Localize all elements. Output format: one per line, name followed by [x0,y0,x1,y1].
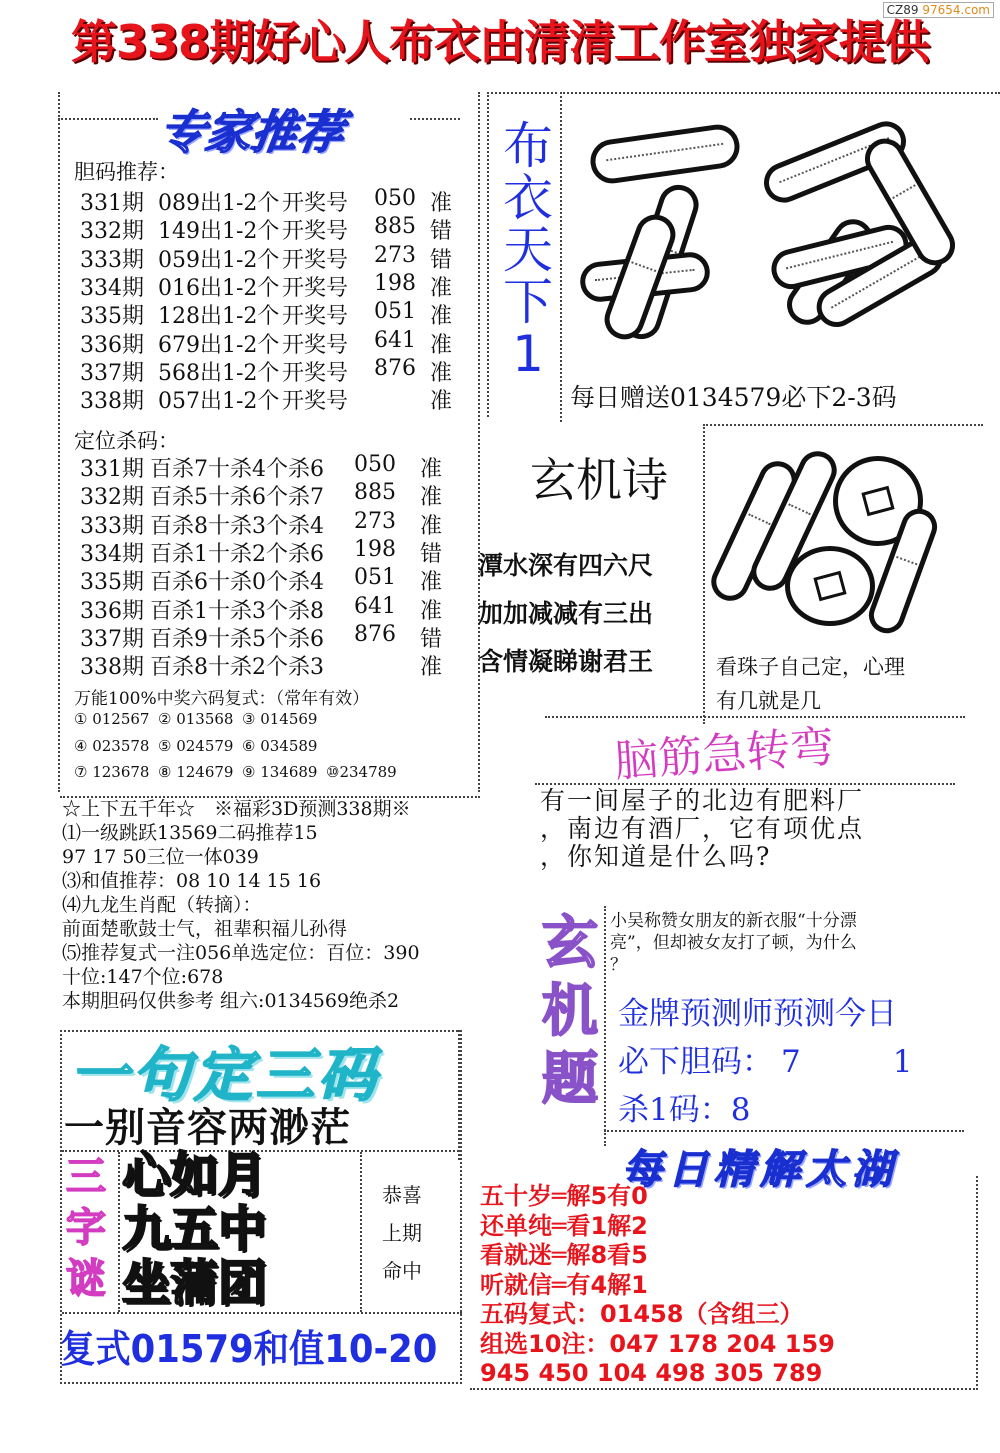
taihu-line: 听就信═有4解1 [480,1270,648,1299]
riddle: 九五中 [122,1201,267,1257]
pick: 百杀9十杀5个杀6 [150,626,324,652]
six-code: ② 013568 [158,710,234,728]
result: 准 [420,570,443,596]
draw-number: 641 [374,327,416,353]
yiju-phrase: 一别音容两渺茫 [64,1105,351,1151]
buyi-char: 布 [503,117,553,175]
period: 334期 [80,541,144,567]
period: 337期 [80,360,144,386]
draw-number: 273 [354,508,396,534]
forecast-line: 97 17 50三位一体039 [62,846,259,868]
pick: 百杀1十杀3个杀8 [150,598,324,624]
taihu-lines [480,1182,980,1389]
draw-label: 开奖号 [282,219,349,245]
watermark-left: CZ89 [886,3,919,17]
poem-note-line: 看珠子自己定，心理 [716,655,905,679]
buyi-char: 1 [512,325,544,383]
dan-table [80,186,480,416]
result: 准 [420,598,443,624]
pick: 128出1-2个 [158,304,280,330]
six-code: ⑨ 134689 [242,763,318,781]
question-line: 亮”，但却被女友打了顿，为什么 [610,933,857,953]
congrats-word: 恭喜 [382,1183,422,1207]
poem-line: 含情凝睇谢君王 [478,647,654,676]
table-row [80,243,480,271]
watermark [883,2,994,18]
taihu-line: 还单纯═看1解2 [480,1211,648,1240]
table-row [80,214,480,245]
taihu-line: 五码复式：01458（含组三） [480,1300,804,1328]
six-code: ⑧ 124679 [158,763,234,781]
dan-label: 胆码推荐： [74,160,179,184]
table-row [80,622,480,650]
draw-number: 198 [374,270,416,296]
draw-number: 050 [374,186,416,211]
draw-number: 051 [354,565,396,591]
taihu-heading: 每日精解太湖 [622,1147,898,1193]
draw-label: 开奖号 [282,247,349,273]
pick: 057出1-2个 [158,389,280,415]
pick: 149出1-2个 [158,219,280,245]
result: 准 [430,304,453,330]
pick: 百杀5十杀6个杀7 [150,485,324,511]
six-code-title: 万能100%中奖六码复式：（常年有效） [74,689,370,709]
congrats-list [382,1176,452,1290]
result: 准 [430,360,453,386]
period: 332期 [80,485,144,511]
period: 335期 [80,570,144,596]
result: 准 [430,389,453,415]
pick: 百杀7十杀4个杀6 [150,457,324,482]
pick: 百杀8十杀2个杀3 [150,655,324,681]
draw-label: 开奖号 [282,389,349,415]
six-code: ① 012567 [74,710,150,728]
forecast-line: ⑸推荐复式一注056单选定位：百位：390 [62,942,420,964]
six-code-table [74,710,474,790]
congrats-word: 命中 [382,1259,422,1283]
taihu-line: 组选10注：047 178 204 159 [480,1329,835,1358]
pick: 百杀8十杀3个杀4 [150,513,324,539]
period: 335期 [80,304,144,330]
table-row [80,299,480,330]
draw-number: 051 [374,299,416,325]
result: 错 [420,626,443,652]
period: 338期 [80,655,144,681]
expert-heading: 专家推荐 [155,105,348,159]
period: 336期 [80,332,144,358]
pick: 百杀1十杀2个杀6 [150,541,324,567]
gold-dan-a: 7 [781,1044,801,1080]
table-row [80,356,480,384]
period: 336期 [80,598,144,624]
riddle-list [122,1148,358,1310]
gold-dan-b: 1 [892,1044,913,1080]
draw-number: 885 [354,480,396,506]
result: 准 [420,457,443,482]
result: 准 [420,655,443,681]
forecast-line: ⑶和值推荐：08 10 14 15 16 [62,870,322,892]
san-label-char: 三 [66,1154,106,1200]
xuanji-ti-vertical [540,910,600,1114]
buyi-char: 下 [503,273,553,331]
xuanji-ti-question [610,910,950,976]
six-code: ③ 014569 [242,710,318,728]
forecast-line: 十位:147个位:678 [62,966,224,988]
draw-number: 273 [374,242,416,268]
brain-line: 有一间屋子的北边有肥料厂 [540,786,865,815]
riddle: 心如月 [122,1147,267,1203]
taihu-line: 945 450 104 498 305 789 [480,1359,823,1387]
draw-number: 050 [354,452,396,477]
result: 错 [430,219,453,245]
result: 准 [420,485,443,511]
gold-line2-label: 必下胆码： [618,1044,773,1080]
taihu-line: 看就迷═解8看5 [480,1241,648,1269]
result: 准 [420,513,443,539]
six-code: ④ 023578 [74,736,150,755]
riddle: 坐蒲团 [122,1255,267,1311]
buyi-char: 天 [503,221,553,279]
six-code: ⑦ 123678 [74,763,150,781]
question-line: 小吴称赞女朋友的新衣服“十分漂 [610,911,857,931]
yiju-heading: 一句定三码 [70,1041,381,1109]
pick: 百杀6十杀0个杀4 [150,570,324,596]
table-row [80,480,480,511]
result: 错 [420,541,443,567]
period: 332期 [80,219,144,245]
congrats-word: 上期 [382,1221,422,1245]
sticks-35-illustration [560,92,1000,372]
poem-lines [478,542,704,686]
table-row [80,452,480,480]
coin-illustration [705,426,955,646]
poem-heading: 玄机诗 [530,453,668,507]
san-label-char: 字 [66,1205,106,1251]
brain-heading: 脑筋急转弯 [612,721,836,788]
poem-line: 潭水深有四六尺 [478,551,654,580]
gold-line3: 杀1码：8 [618,1092,751,1128]
draw-label: 开奖号 [282,304,349,330]
period: 333期 [80,247,144,273]
six-code: ⑥ 034589 [242,736,318,755]
san-zi-mi-label [66,1152,116,1305]
buyi-vertical [498,117,558,383]
xuanji-ti-char: 题 [542,1047,598,1112]
xuanji-ti-char: 玄 [542,911,598,976]
forecast-line: 前面楚歌鼓士气，祖辈积福儿孙得 [62,918,348,940]
fushi-line: 复式01579和值10-20 [60,1327,438,1371]
period: 334期 [80,275,144,301]
pick: 568出1-2个 [158,360,280,386]
six-code: ⑤ 024579 [158,736,234,755]
draw-number: 876 [354,621,396,647]
draw-label: 开奖号 [282,360,349,386]
period: 337期 [80,626,144,652]
brain-lines [540,787,960,871]
table-row [80,594,480,622]
draw-number: 876 [374,355,416,381]
watermark-right: 97654.com [922,3,990,17]
kill-table [80,452,480,682]
forecast-line: ⑴一级跳跃13569二码推荐15 [62,822,318,844]
table-row [80,509,480,537]
period: 331期 [80,457,144,482]
forecast-line: ⑷九龙生肖配（转摘）： [62,894,262,916]
draw-number: 641 [354,593,396,619]
six-code: ⑩234789 [326,763,397,781]
xuanji-ti-char: 机 [542,979,598,1044]
draw-label: 开奖号 [282,191,349,216]
table-row [80,565,480,596]
table-row [80,328,480,356]
result: 错 [430,247,453,273]
result: 准 [430,275,453,301]
period: 331期 [80,191,144,216]
pick: 679出1-2个 [158,332,280,358]
table-row [80,650,480,681]
table-row [80,537,480,565]
question-line: ？ [610,955,627,975]
forecast-line: 本期胆码仅供参考 组六:0134569绝杀2 [62,990,400,1012]
draw-number: 198 [354,536,396,562]
poem-note-line: 有几就是几 [716,689,821,713]
brain-line: ，你知道是什么吗? [540,842,772,871]
table-row [80,186,480,214]
result: 准 [430,332,453,358]
gold-line1: 金牌预测师预测今日 [618,996,897,1032]
buyi-gift: 每日赠送0134579必下2-3码 [570,383,897,412]
kill-label: 定位杀码： [74,429,179,453]
period: 338期 [80,389,144,415]
pick: 089出1-2个 [158,191,280,216]
draw-number: 885 [374,214,416,240]
poem-line: 加加减减有三出 [478,599,654,628]
buyi-char: 衣 [503,169,553,227]
result: 准 [430,191,453,216]
gold-line2 [618,1036,912,1081]
draw-label: 开奖号 [282,332,349,358]
forecast-line: ☆上下五千年☆ ※福彩3D预测338期※ [62,798,411,820]
forecast-block [62,797,482,1013]
taihu-line: 五十岁═解5有0 [480,1182,648,1210]
pick: 016出1-2个 [158,275,280,301]
page-title: 第338期好心人布衣由清清工作室独家提供 [70,15,930,69]
table-row [80,384,480,415]
pick: 059出1-2个 [158,247,280,273]
draw-label: 开奖号 [282,275,349,301]
period: 333期 [80,513,144,539]
brain-line: ，南边有酒厂，它有项优点 [540,814,865,843]
poem-note [716,650,976,718]
table-row [80,271,480,299]
san-label-char: 谜 [66,1256,106,1302]
